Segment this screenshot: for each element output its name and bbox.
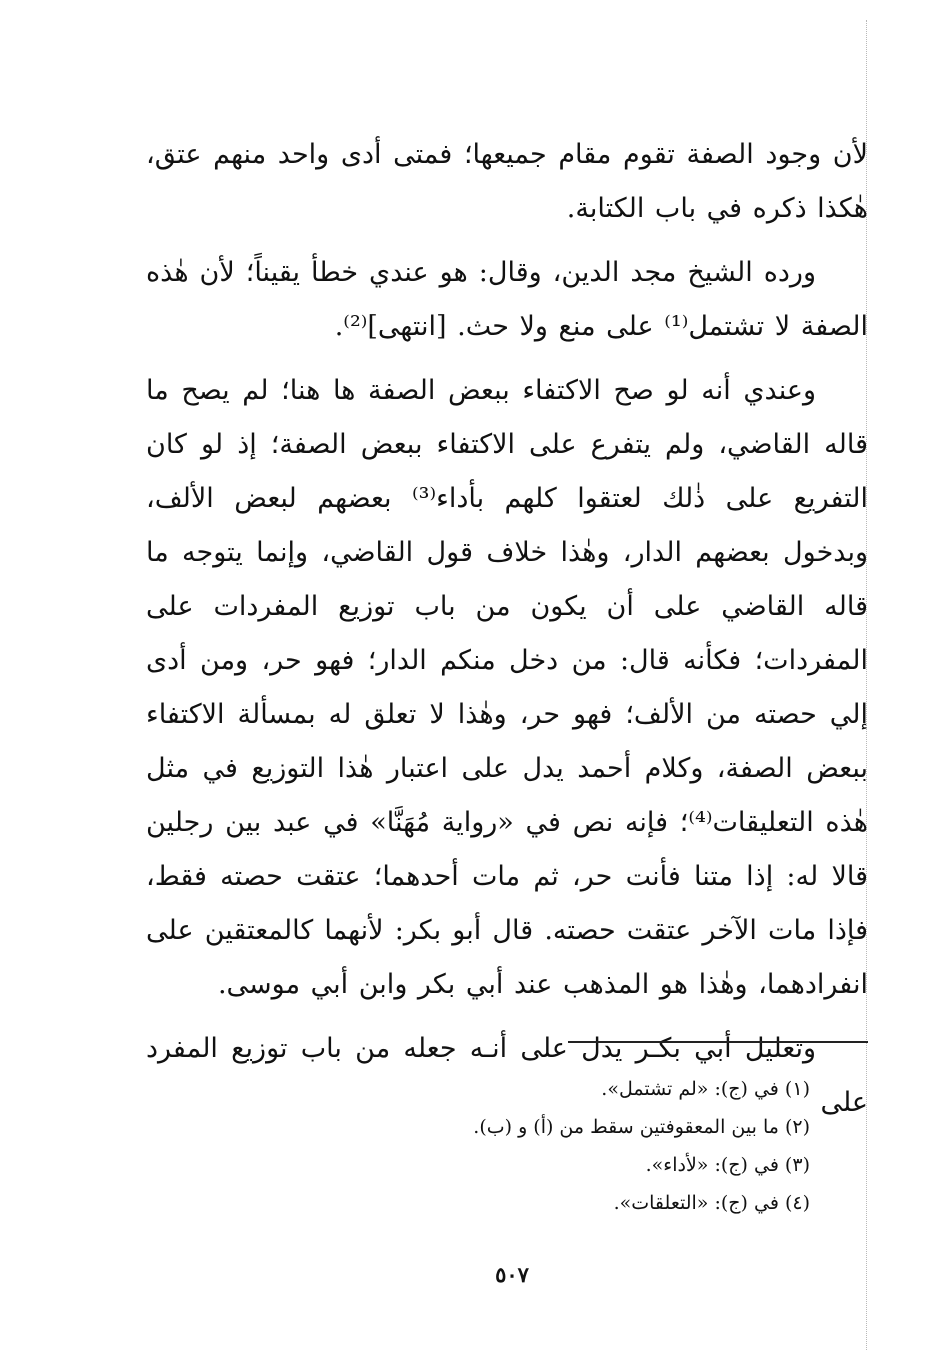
main-text [146,128,868,1140]
page-number: ٥٠٧ [495,1262,529,1287]
footnote-3: (٣) في (ج): «لأداء». [645,1154,810,1176]
paragraph-1: لأن وجود الصفة تقوم مقام جميعها؛ فمتى أدى واحد منهم عتق، هٰكذا ذكره في باب الكتابة. [146,139,868,224]
footnote-2: (٢) ما بين المعقوفتين سقط من (أ) و (ب). [473,1116,810,1138]
footnote-4: (٤) في (ج): «التعلقات». [613,1192,810,1214]
paragraph-4: وتعليل أبي بكـر يدل على أنـه جعله من باب توزيع المفرد على [146,1033,868,1118]
footnote-1: (١) في (ج): «لم تشتمل». [601,1078,810,1100]
paragraph-3: وعندي أنه لو صح الاكتفاء ببعض الصفة ها هنا؛ لم يصح ما قاله القاضي، ولم يتفرع على الاكتفاء ببعض الصفة؛ إذ لو كان التفريع على ذٰلك لعتقوا كلهم بأداء⁽³⁾ بعضهم لبعض الألف، وبدخول بعضهم الدار، وهٰذا خلاف قول القاضي، وإنما يتوجه ما قاله القاضي على أن يكون من باب توزيع المفردات على المفردات؛ فكأنه قال: من دخل منكم الدار؛ فهو حر، ومن أدى إلي حصته من الألف؛ فهو حر، وهٰذا لا تعلق له بمسألة الاكتفاء ببعض الصفة، وكلام أحمد يدل على اعتبار هٰذا التوزيع في مثل هٰذه التعليقات⁽⁴⁾؛ فإنه نص في «رواية مُهَنَّا» في عبد بين رجلين قالا له: إذا متنا فأنت حر، ثم مات أحدهما؛ عتقت حصته فقط، فإذا مات الآخر عتقت حصته. قال أبو بكر: لأنهما كالمعتقين على انفرادهما، وهٰذا هو المذهب عند أبي بكر وابن أبي موسى. [146,375,869,1000]
footnote-separator [568,1041,868,1043]
footnotes [300,1070,810,1222]
paragraph-2: ورده الشيخ مجد الدين، وقال: هو عندي خطأ يقيناً؛ لأن هٰذه الصفة لا تشتمل⁽¹⁾ على منع ولا حث. [انتهى]⁽²⁾. [146,257,868,342]
